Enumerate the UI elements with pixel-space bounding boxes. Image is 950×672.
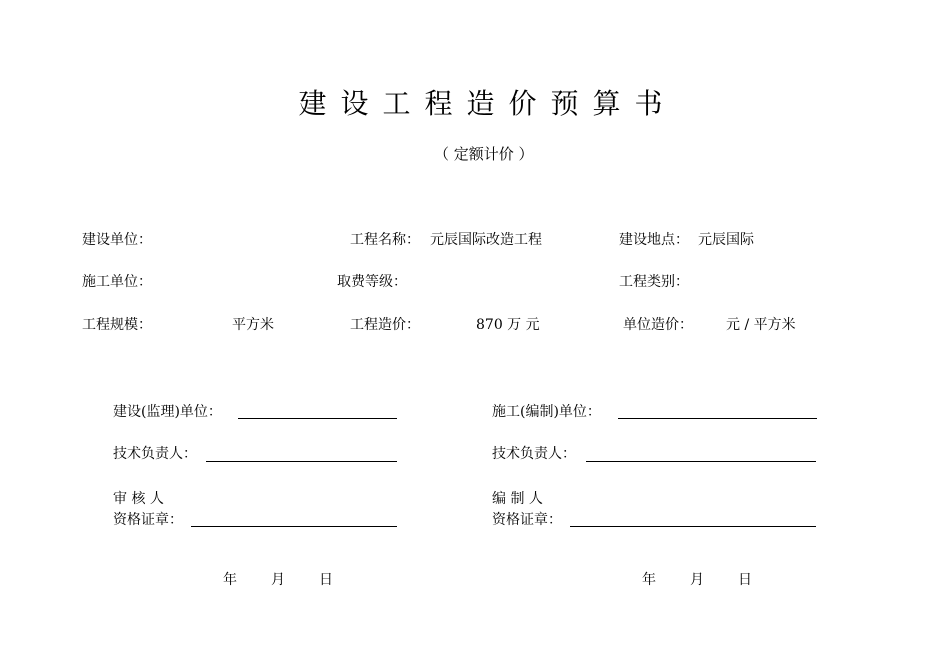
left-tech-lead-label: 技术负责人： bbox=[113, 446, 197, 462]
left-cert-signature-line[interactable] bbox=[191, 526, 397, 527]
construction-unit-label: 建设单位： bbox=[82, 232, 152, 248]
document-subtitle: （ 定额计价 ） bbox=[434, 145, 534, 163]
unit-cost-unit: 元 / 平方米 bbox=[726, 317, 796, 333]
left-date-month: 月 bbox=[271, 572, 285, 588]
reviewer-label: 审 核 人 bbox=[113, 491, 164, 507]
cost-label: 工程造价： bbox=[350, 317, 420, 333]
builder-label: 施工单位： bbox=[82, 274, 152, 290]
compiler-label: 编 制 人 bbox=[492, 491, 543, 507]
right-date-month: 月 bbox=[690, 572, 704, 588]
left-date-day: 日 bbox=[319, 572, 333, 588]
project-name-value: 元辰国际改造工程 bbox=[430, 232, 542, 248]
cost-value: 870 万 元 bbox=[476, 317, 540, 333]
construction-compile-unit-signature-line[interactable] bbox=[618, 418, 817, 419]
supervision-unit-signature-line[interactable] bbox=[238, 418, 397, 419]
scale-label: 工程规模： bbox=[82, 317, 152, 333]
left-tech-lead-signature-line[interactable] bbox=[206, 461, 397, 462]
unit-cost-label: 单位造价： bbox=[623, 317, 693, 333]
right-cert-label: 资格证章： bbox=[492, 512, 562, 528]
right-date-day: 日 bbox=[738, 572, 752, 588]
location-label: 建设地点： bbox=[619, 232, 689, 248]
right-date-year: 年 bbox=[642, 572, 656, 588]
supervision-unit-label: 建设(监理)单位： bbox=[113, 404, 222, 420]
fee-grade-label: 取费等级： bbox=[337, 274, 407, 290]
location-value: 元辰国际 bbox=[698, 232, 754, 248]
scale-unit: 平方米 bbox=[232, 317, 274, 333]
right-tech-lead-label: 技术负责人： bbox=[492, 446, 576, 462]
document-title: 建设工程造价预算书 bbox=[298, 87, 677, 120]
project-name-label: 工程名称： bbox=[350, 232, 420, 248]
project-type-label: 工程类别： bbox=[619, 274, 689, 290]
left-cert-label: 资格证章： bbox=[113, 512, 183, 528]
right-tech-lead-signature-line[interactable] bbox=[586, 461, 816, 462]
construction-compile-unit-label: 施工(编制)单位： bbox=[492, 404, 601, 420]
left-date-year: 年 bbox=[223, 572, 237, 588]
right-cert-signature-line[interactable] bbox=[570, 526, 816, 527]
